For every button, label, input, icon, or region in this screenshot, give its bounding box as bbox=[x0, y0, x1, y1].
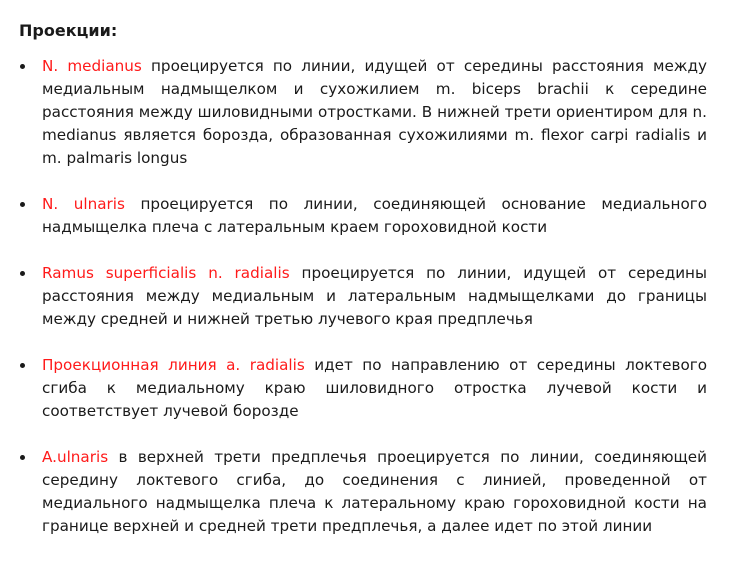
item-text: проецируется по линии, идущей от середины расстояния между медиальным и латеральным надмыщелками до границы между средней и нижней третью лучевого края предплечья bbox=[42, 264, 707, 328]
item-term: N. medianus bbox=[42, 57, 142, 75]
bullet-icon bbox=[19, 262, 33, 285]
item-term: N. ulnaris bbox=[42, 195, 125, 213]
item-text: проецируется по линии, идущей от середины расстояния между медиальным надмыщелком и сухожилием m. biceps brachii к середине расстояния между шиловидными отростками. В нижней трети ориентиром для n. medianus является борозда, образованная сухожилиями m. flexor carpi radialis и m. palmaris longus bbox=[42, 57, 707, 167]
list-item bbox=[19, 262, 707, 331]
bullet-icon bbox=[19, 446, 33, 469]
list-item bbox=[19, 55, 707, 170]
item-term: Проекционная линия a. radialis bbox=[42, 356, 305, 374]
section-heading: Проекции: bbox=[19, 21, 118, 40]
item-term: A.ulnaris bbox=[42, 448, 109, 466]
item-term: Ramus superficialis n. radialis bbox=[42, 264, 290, 282]
bullet-icon bbox=[19, 55, 33, 78]
item-text: в верхней трети предплечья проецируется по линии, соединяющей середину локтевого сгиба, до соединения с линией, проведенной от медиального надмыщелка плеча к латеральному краю гороховидной кости на границе верхней и средней трети предплечья, а далее идет по этой линии bbox=[42, 448, 707, 535]
bullet-icon bbox=[19, 193, 33, 216]
list-item bbox=[19, 193, 707, 239]
bullet-icon bbox=[19, 354, 33, 377]
projection-list bbox=[19, 55, 707, 538]
list-item bbox=[19, 446, 707, 538]
list-item bbox=[19, 354, 707, 423]
item-text: проецируется по линии, соединяющей основание медиального надмыщелка плеча с латеральным краем гороховидной кости bbox=[42, 195, 708, 236]
item-text: идет по направлению от середины локтевого сгиба к медиальному краю шиловидного отростка лучевой кости и соответствует лучевой борозде bbox=[42, 356, 708, 420]
